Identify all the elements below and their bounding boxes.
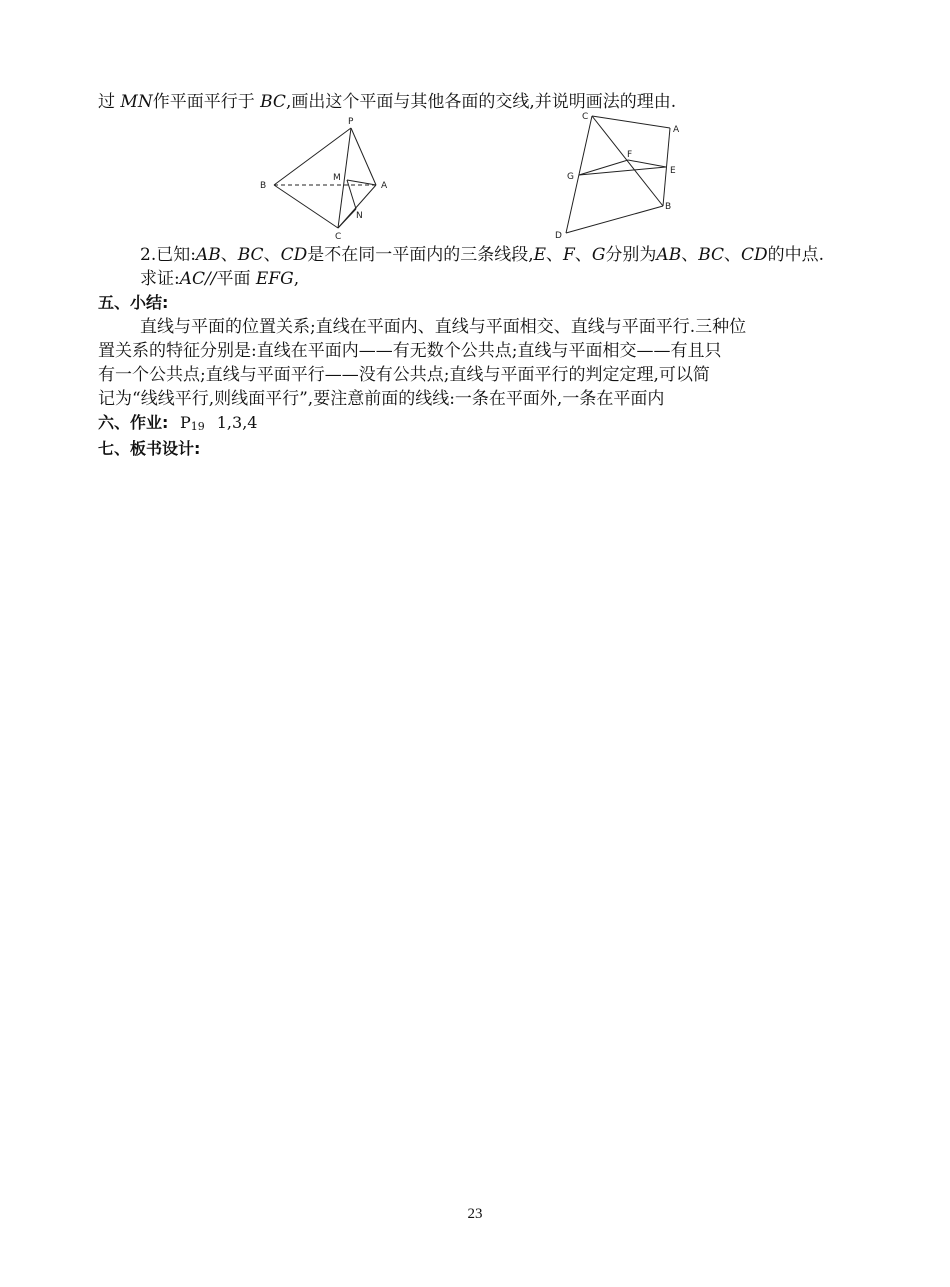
- homework-items: 1,3,4: [216, 413, 258, 432]
- exercise-1-text: [98, 90, 868, 114]
- edge-ca: [592, 116, 670, 128]
- section-5-heading: 五、小结:: [98, 293, 169, 312]
- segment-bc: BC: [237, 245, 264, 265]
- summary-line-1: 直线与平面的位置关系;直线在平面内、直线与平面相交、直线与平面平行.三种位: [140, 317, 747, 337]
- segment-mn-line: [347, 180, 356, 209]
- point-g: G: [591, 245, 606, 265]
- separator: 、: [263, 245, 281, 265]
- label-m: M: [333, 173, 341, 183]
- label-d: D: [555, 231, 562, 240]
- summary-line-4: 记为“线线平行,则线面平行”,要注意前面的线线:一条在平面外,一条在平面内: [98, 389, 665, 409]
- segment-cd: CD: [741, 245, 768, 265]
- exercise-2-midpoints: 的中点.: [767, 245, 825, 265]
- separator: 、: [681, 245, 699, 265]
- segment-bc: BC: [260, 92, 286, 112]
- exercise-2-given: [140, 243, 910, 267]
- label-n: N: [356, 211, 363, 221]
- segment-ab: AB: [195, 245, 221, 265]
- segment-mn: MN: [120, 92, 153, 112]
- exercise-1-part-2: 作平面平行于: [152, 92, 261, 112]
- homework-page-prefix: P: [179, 413, 191, 432]
- segment-fe: [628, 160, 666, 167]
- page-number: 23: [467, 1206, 483, 1222]
- prove-prefix: 求证:: [140, 269, 180, 289]
- plane-efg: EFG: [255, 269, 294, 289]
- label-f: F: [627, 150, 633, 160]
- segment-ab: AB: [656, 245, 682, 265]
- separator: 、: [220, 245, 238, 265]
- separator: 、: [724, 245, 742, 265]
- segment-bc: BC: [698, 245, 725, 265]
- exercise-1-part-1: 过: [98, 92, 121, 112]
- point-f: F: [563, 245, 575, 265]
- label-p: P: [348, 117, 354, 127]
- summary-line-2: 置关系的特征分别是:直线在平面内——有无数个公共点;直线与平面相交——有且只: [98, 341, 722, 361]
- summary-line-3: 有一个公共点;直线与平面平行——没有公共点;直线与平面平行的判定定理,可以简: [98, 365, 710, 385]
- homework-page-number: 19: [190, 420, 205, 433]
- exercise-2-prove: [140, 267, 910, 291]
- separator: 、: [574, 245, 592, 265]
- edge-db: [566, 206, 663, 233]
- point-e: E: [533, 245, 547, 265]
- label-a: A: [673, 125, 680, 135]
- segment-ac-parallel: AC//: [179, 269, 217, 289]
- label-e: E: [670, 166, 676, 176]
- separator: 、: [546, 245, 564, 265]
- section-7-heading: 七、板书设计:: [98, 439, 201, 458]
- exercise-1-part-3: ,画出这个平面与其他各面的交线,并说明画法的理由.: [285, 92, 677, 112]
- edge-bc: [274, 185, 338, 228]
- edge-cb: [592, 116, 663, 206]
- label-g: G: [567, 172, 574, 182]
- exercise-2-condition: 是不在同一平面内的三条线段,: [307, 245, 534, 265]
- figure-tetrahedron-pabc: [250, 112, 400, 242]
- section-6-homework: [98, 411, 868, 437]
- label-a: A: [381, 181, 388, 191]
- prove-plane: 平面: [216, 269, 256, 289]
- edge-pa: [351, 128, 376, 185]
- exercise-2-respectively: 分别为: [605, 245, 657, 265]
- prove-end: ,: [293, 269, 300, 289]
- figure-spatial-quadrilateral: [548, 108, 698, 240]
- label-c: C: [582, 112, 589, 122]
- segment-ma: [347, 180, 376, 185]
- label-b: B: [260, 181, 267, 191]
- section-6-heading: 六、作业:: [98, 413, 169, 432]
- homework-content: [180, 413, 257, 432]
- label-c: C: [335, 232, 342, 242]
- segment-cd: CD: [280, 245, 308, 265]
- label-b: B: [665, 202, 672, 212]
- segment-cn: [338, 209, 356, 228]
- exercise-2-prefix: 2.已知:: [140, 245, 196, 265]
